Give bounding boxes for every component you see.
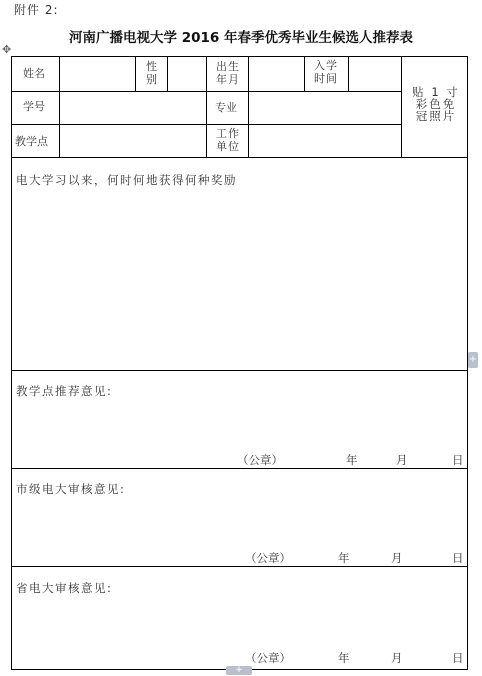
province-month: 月 (391, 651, 403, 665)
name-label: 姓名 (23, 67, 45, 80)
city-year: 年 (338, 551, 350, 565)
row-divider-3 (11, 157, 468, 158)
birth-label: 出生 年月 (216, 60, 240, 86)
city-seal: （公章） (245, 551, 291, 565)
col-divider-photo (401, 56, 402, 157)
awards-label: 电大学习以来，何时何地获得何种奖励 (16, 173, 237, 187)
add-column-plus-icon[interactable]: + (468, 352, 478, 368)
major-label: 专业 (215, 101, 237, 114)
center-label: 教学点 (15, 135, 48, 148)
center-year: 年 (346, 453, 358, 467)
col-divider-mid-label (206, 56, 207, 157)
row-divider-4 (11, 370, 468, 371)
province-opinion-label: 省电大审核意见: (16, 581, 113, 595)
center-opinion-label: 教学点推荐意见: (16, 384, 113, 398)
attachment-label: 附件 2: (14, 3, 59, 17)
col-divider-gender-label (135, 56, 136, 91)
add-row-plus-icon[interactable]: + (226, 666, 252, 675)
col-divider-enroll-value (348, 56, 349, 91)
work-unit-label: 工作 单位 (216, 127, 240, 153)
city-month: 月 (391, 551, 403, 565)
gender-label: 性 别 (146, 60, 158, 86)
row-divider-5 (11, 468, 468, 469)
center-seal: （公章） (237, 453, 283, 467)
col-divider-label (59, 56, 60, 157)
form-title: 河南广播电视大学 2016 年春季优秀毕业生候选人推荐表 (69, 30, 413, 46)
center-day: 日 (452, 453, 464, 467)
photo-placeholder: 贴 1 寸 彩色免 冠照片 (412, 85, 460, 123)
city-day: 日 (452, 551, 464, 565)
city-opinion-label: 市级电大审核意见: (16, 482, 126, 496)
row-divider-6 (11, 566, 468, 567)
center-month: 月 (396, 453, 408, 467)
table-move-handle-icon[interactable]: ✥ (2, 43, 12, 56)
province-day: 日 (452, 651, 464, 665)
province-seal: （公章） (245, 651, 291, 665)
province-year: 年 (338, 651, 350, 665)
col-divider-enroll-label (304, 56, 305, 91)
col-divider-gender-value (167, 56, 168, 91)
enroll-label: 入学 时间 (314, 59, 338, 85)
recommendation-form-table (11, 56, 468, 670)
student-id-label: 学号 (23, 100, 45, 113)
table-border-left (11, 56, 12, 670)
table-border-top (11, 56, 468, 57)
col-divider-mid-value (248, 56, 249, 157)
